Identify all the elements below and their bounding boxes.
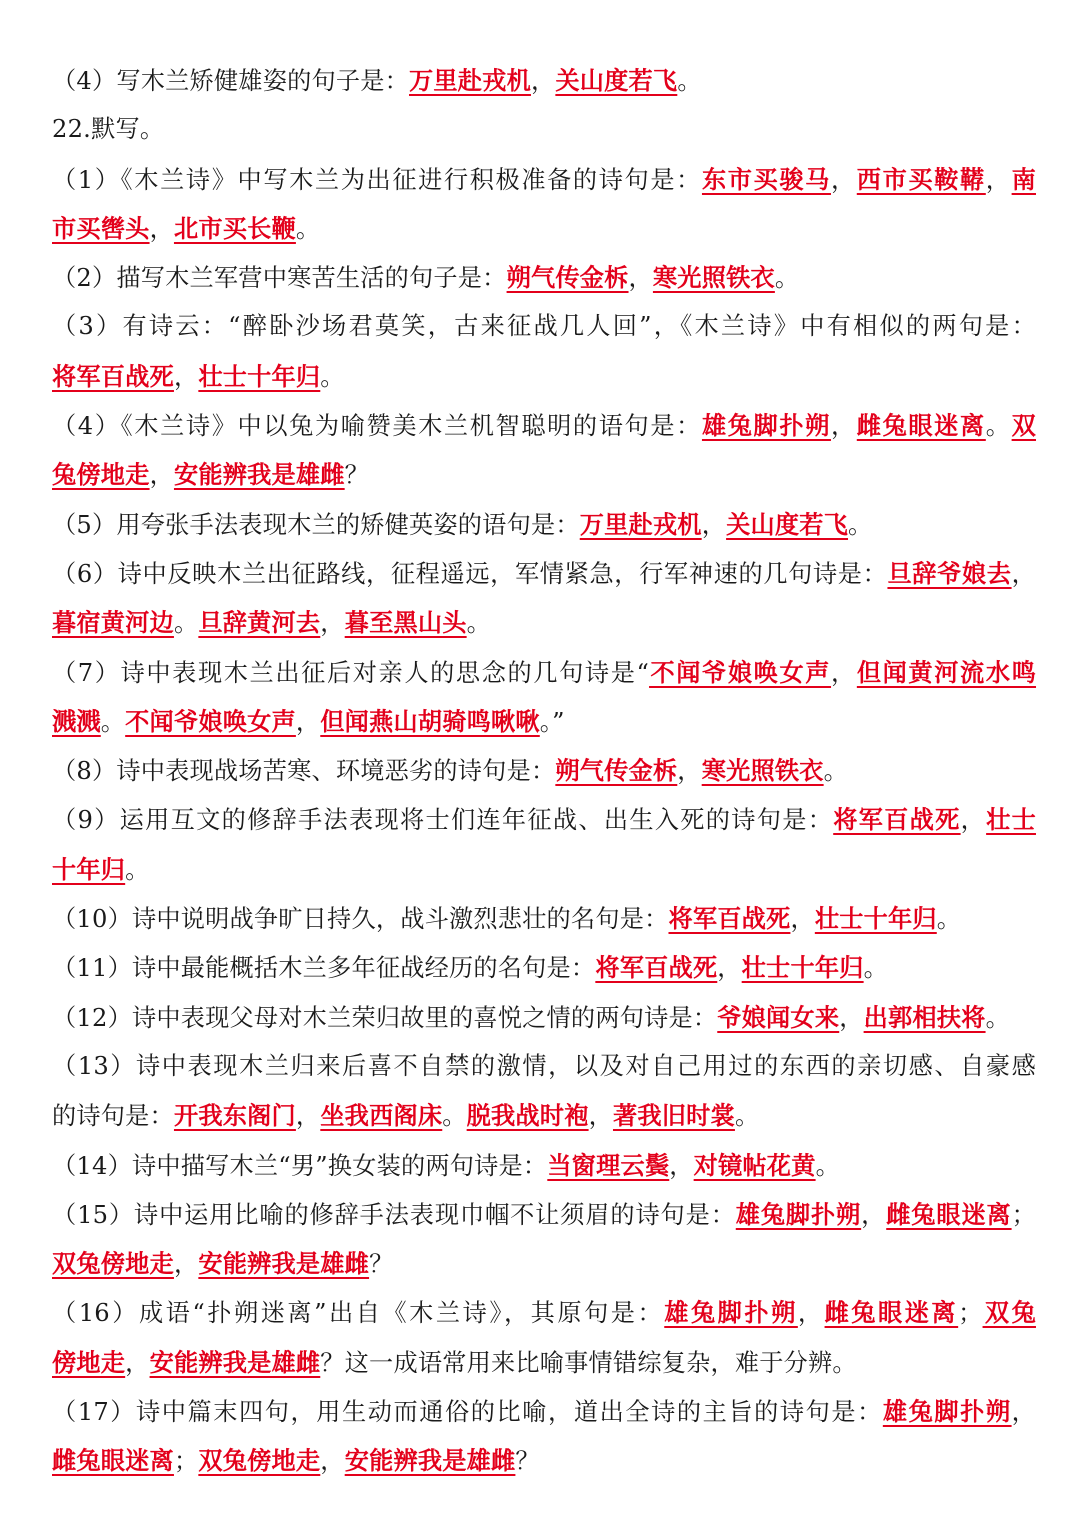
question-text: ？ <box>344 461 370 490</box>
question-text: 。 <box>863 954 889 983</box>
answer-text: 双 <box>1011 411 1036 441</box>
question-text: ， <box>295 707 321 736</box>
question-text: （14）诗中描写木兰“男”换女装的两句诗是： <box>52 1151 548 1180</box>
answer-text: 关山度若飞 <box>726 509 849 539</box>
answer-text: 但闻燕山胡骑鸣啾啾 <box>320 706 540 736</box>
answer-text: 不闻爷娘唤女声 <box>649 657 832 687</box>
question-text: 。 <box>125 855 150 884</box>
question-text: 。 <box>823 757 849 786</box>
worksheet-page <box>52 56 1036 1486</box>
text-line <box>52 450 1036 499</box>
question-text: 。” <box>539 707 565 736</box>
question-text: ， <box>588 1102 613 1131</box>
question-text: ， <box>790 905 815 934</box>
answer-text: 出郭相扶将 <box>863 1002 986 1032</box>
answer-text: 壮士十年归 <box>198 361 321 391</box>
question-text: （16）成语“扑朔迷离”出自《木兰诗》，其原句是： <box>52 1299 665 1328</box>
answer-text: 壮士十年归 <box>814 904 937 934</box>
question-text: ； <box>173 1447 199 1476</box>
question-text: ， <box>149 461 174 490</box>
question-text: ， <box>1011 1398 1036 1427</box>
question-text: 22.默写。 <box>52 115 165 144</box>
answer-text: 北市买长鞭 <box>173 213 296 243</box>
question-text: ， <box>1011 559 1036 588</box>
text-line <box>52 746 1036 795</box>
question-text: 。 <box>848 510 873 539</box>
text-line <box>52 1436 1036 1485</box>
answer-text: 双兔 <box>982 1298 1036 1328</box>
answer-text: 雄兔脚扑朔 <box>664 1298 798 1328</box>
question-text: ？ <box>515 1447 540 1476</box>
answer-text: 万里赴戎机 <box>579 509 702 539</box>
answer-text: 雌兔眼迷离 <box>856 411 986 441</box>
text-line <box>52 56 1036 105</box>
answer-text: 爷娘闻女来 <box>717 1002 840 1032</box>
question-text: （8）诗中表现战场苦寒、环境恶劣的诗句是： <box>52 757 556 786</box>
answer-text: 但闻黄河流水鸣 <box>856 657 1037 687</box>
answer-text: 雄兔脚扑朔 <box>701 411 831 441</box>
question-text: （9）运用互文的修辞手法表现将士们连年征战、出生入死的诗句是： <box>52 806 834 835</box>
question-text: （17）诗中篇末四句，用生动而通俗的比喻，道出全诗的主旨的诗句是： <box>52 1398 883 1427</box>
text-line <box>52 1387 1036 1436</box>
text-line <box>52 500 1036 549</box>
text-line <box>52 1042 1036 1091</box>
text-line <box>52 1091 1036 1140</box>
answer-text: 暮至黑山头 <box>344 608 467 638</box>
answer-text: 安能辨我是雄雌 <box>149 1347 321 1377</box>
answer-text: 开我东阁门 <box>173 1101 296 1131</box>
text-line <box>52 598 1036 647</box>
question-text: （2）描写木兰军营中寒苦生活的句子是： <box>52 264 507 293</box>
answer-text: 寒光照铁衣 <box>652 263 775 293</box>
question-text: ， <box>717 954 742 983</box>
question-text: 的诗句是： <box>52 1102 174 1131</box>
answer-text: 溅溅 <box>52 706 101 736</box>
question-text: （4）《木兰诗》中以兔为喻赞美木兰机智聪明的语句是： <box>52 412 702 441</box>
answer-text: 万里赴戎机 <box>409 66 531 95</box>
question-text: 。 <box>173 609 199 638</box>
answer-text: 兔傍地走 <box>52 460 150 490</box>
question-text: 。 <box>320 362 345 391</box>
question-text: 。 <box>815 1151 840 1180</box>
question-text: （1）《木兰诗》中写木兰为出征进行积极准备的诗句是： <box>52 165 702 194</box>
text-line <box>52 697 1036 746</box>
text-line <box>52 155 1036 204</box>
question-text: （6）诗中反映木兰出征路线，征程遥远，军情紧急，行军神速的几句诗是： <box>52 559 888 588</box>
answer-text: 西市买鞍鞯 <box>856 164 986 194</box>
answer-text: 将军百战死 <box>833 805 961 835</box>
text-line <box>52 795 1036 844</box>
question-text: ， <box>628 264 653 293</box>
answer-text: 安能辨我是雄雌 <box>173 460 345 490</box>
question-text: ， <box>149 214 174 243</box>
question-text: （5）用夸张手法表现木兰的矫健英姿的语句是： <box>52 510 580 539</box>
question-text: ， <box>830 412 857 441</box>
answer-text: 十年归 <box>52 854 126 884</box>
answer-text: 将军百战死 <box>52 361 174 391</box>
text-line <box>52 894 1036 943</box>
question-text: ， <box>295 1102 321 1131</box>
text-line <box>52 302 1036 351</box>
answer-text: 坐我西阁床 <box>320 1101 443 1131</box>
question-text: （10）诗中说明战争旷日持久，战斗激烈悲壮的名句是： <box>52 905 669 934</box>
question-text: 。 <box>774 264 800 293</box>
question-text: 。 <box>734 1102 760 1131</box>
question-text: ， <box>320 609 345 638</box>
question-text: （11）诗中最能概括木兰多年征战经历的名句是： <box>52 954 596 983</box>
question-text: ？ <box>369 1250 394 1279</box>
question-text: ， <box>831 658 857 687</box>
text-line <box>52 105 1036 154</box>
answer-text: 安能辨我是雄雌 <box>198 1249 370 1279</box>
answer-text: 将军百战死 <box>668 904 791 934</box>
answer-text: 旦辞黄河去 <box>198 608 321 638</box>
text-line <box>52 253 1036 302</box>
question-text: （15）诗中运用比喻的修辞手法表现巾帼不让须眉的诗句是： <box>52 1200 736 1229</box>
answer-text: 朔气传金柝 <box>506 263 629 293</box>
answer-text: 雄兔脚扑朔 <box>735 1199 862 1229</box>
question-text: ， <box>701 510 727 539</box>
answer-text: 朔气传金柝 <box>555 756 678 786</box>
answer-text: 著我旧时裳 <box>612 1101 735 1131</box>
answer-text: 市买辔头 <box>52 213 150 243</box>
question-text: （7）诗中表现木兰出征后对亲人的思念的几句诗是“ <box>52 658 650 687</box>
question-text: （12）诗中表现父母对木兰荣归故里的喜悦之情的两句诗是： <box>52 1003 718 1032</box>
text-line <box>52 204 1036 253</box>
question-text: 。 <box>985 1003 1010 1032</box>
answer-text: 东市买骏马 <box>701 164 831 194</box>
question-text: ， <box>320 1447 345 1476</box>
question-text: ？这一成语常用来比喻事情错综复杂，难于分辨。 <box>320 1348 857 1377</box>
question-text: ， <box>830 165 857 194</box>
question-text: ， <box>530 67 556 95</box>
answer-text: 不闻爷娘唤女声 <box>125 706 296 736</box>
text-line <box>52 1338 1036 1387</box>
question-text: （13）诗中表现木兰归来后喜不自禁的激情，以及对自己用过的东西的亲切感、自豪感 <box>52 1051 1036 1080</box>
text-line <box>52 943 1036 992</box>
question-text: ， <box>839 1003 864 1032</box>
answer-text: 安能辨我是雄雌 <box>344 1446 516 1476</box>
answer-text: 暮宿黄河边 <box>52 608 174 638</box>
answer-text: 雌兔眼迷离 <box>52 1446 174 1476</box>
question-text: （3）有诗云：“醉卧沙场君莫笑，古来征战几人回”，《木兰诗》中有相似的两句是： <box>52 312 1036 341</box>
answer-text: 雄兔脚扑朔 <box>882 1397 1012 1427</box>
text-line <box>52 1288 1036 1337</box>
text-line <box>52 1141 1036 1190</box>
question-text: （4）写木兰矫健雄姿的句子是： <box>52 67 410 95</box>
text-line <box>52 1239 1036 1288</box>
question-text: ， <box>173 362 199 391</box>
text-line <box>52 993 1036 1042</box>
answer-text: 双兔傍地走 <box>52 1249 174 1279</box>
answer-text: 双兔傍地走 <box>198 1446 321 1476</box>
question-text: ； <box>1011 1200 1036 1229</box>
question-text: ； <box>958 1299 983 1328</box>
question-text: 。 <box>466 609 492 638</box>
question-text: ， <box>960 806 987 835</box>
question-text: ， <box>669 1151 694 1180</box>
answer-text: 将军百战死 <box>595 953 718 983</box>
answer-text: 雌兔眼迷离 <box>824 1298 959 1328</box>
text-line <box>52 401 1036 450</box>
question-text: ， <box>173 1250 199 1279</box>
answer-text: 关山度若飞 <box>555 66 678 95</box>
answer-text: 当窗理云鬓 <box>547 1150 670 1180</box>
question-text: ， <box>797 1299 825 1328</box>
question-text: 。 <box>985 412 1012 441</box>
question-text: 。 <box>100 707 126 736</box>
question-text: 。 <box>442 1102 467 1131</box>
text-line <box>52 549 1036 598</box>
answer-text: 壮士 <box>986 805 1036 835</box>
answer-text: 壮士十年归 <box>741 953 864 983</box>
text-line <box>52 352 1036 401</box>
answer-text: 雌兔眼迷离 <box>886 1199 1012 1229</box>
text-line <box>52 1190 1036 1239</box>
question-text: 。 <box>295 214 321 243</box>
answer-text: 南 <box>1011 164 1036 194</box>
question-text: ， <box>861 1200 887 1229</box>
question-text: ， <box>677 757 702 786</box>
question-text: 。 <box>677 67 702 95</box>
answer-text: 傍地走 <box>52 1347 126 1377</box>
answer-text: 寒光照铁衣 <box>701 756 824 786</box>
question-text: 。 <box>936 905 962 934</box>
text-line <box>52 845 1036 894</box>
question-text: ， <box>125 1348 150 1377</box>
text-line <box>52 648 1036 697</box>
answer-text: 脱我战时袍 <box>466 1101 589 1131</box>
question-text: ， <box>985 165 1012 194</box>
answer-text: 旦辞爷娘去 <box>887 558 1012 588</box>
answer-text: 对镜帖花黄 <box>693 1150 816 1180</box>
